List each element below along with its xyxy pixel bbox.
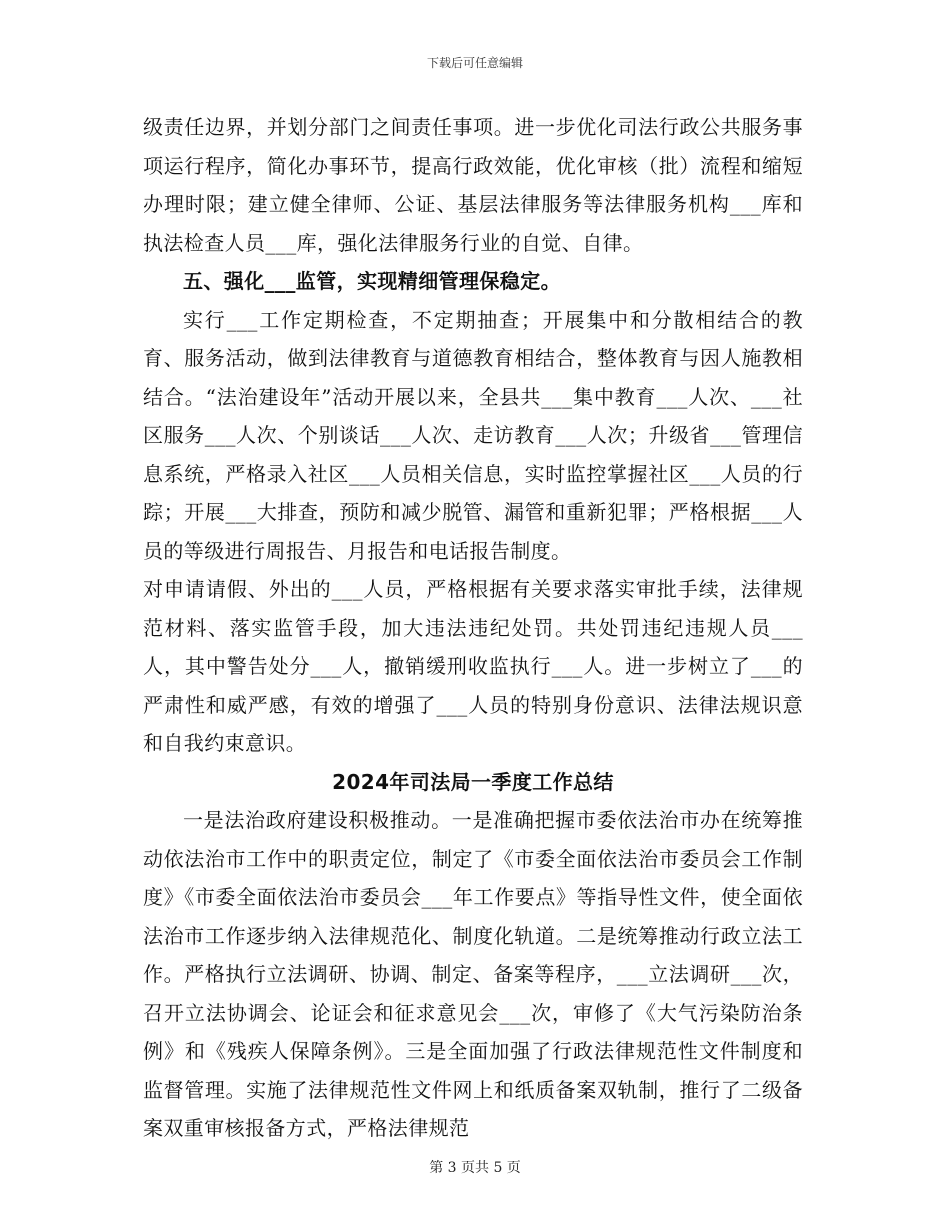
- document-body: [143, 108, 803, 1148]
- section-title: 2024年司法局一季度工作总结: [332, 769, 614, 794]
- paragraph-continuation: 级责任边界，并划分部门之间责任事项。进一步优化司法行政公共服务事项运行程序，简化办事环节，提高行政效能，优化审核（批）流程和缩短办理时限；建立健全律师、公证、基层法律服务等法律服务机构___库和执法检查人员___库，强化法律服务行业的自觉、自律。: [143, 115, 803, 255]
- heading-section-five: 五、强化___监管，实现精细管理保稳定。: [183, 269, 561, 293]
- paragraph-section-five: 实行___工作定期检查，不定期抽查；开展集中和分散相结合的教育、服务活动，做到法律教育与道德教育相结合，整体教育与因人施教相结合。“法治建设年”活动开展以来，全县共___集中教育___人次、___社区服务___人次、个别谈话___人次、走访教育___人次；升级省___管理信息系统，严格录入社区___人员相关信息，实时监控掌握社区___人员的行踪；开展___大排查，预防和减少脱管、漏管和重新犯罪；严格根据___人员的等级进行周报告、月报告和电话报告制度。: [143, 307, 803, 563]
- page-header-note: 下载后可任意编辑: [426, 56, 523, 70]
- page-footer-number: 第 3 页共 5 页: [429, 1160, 521, 1176]
- paragraph-rule-of-law: 一是法治政府建设积极推动。一是准确把握市委依法治市办在统筹推动依法治市工作中的职责定位，制定了《市委全面依法治市委员会工作制度》《市委全面依法治市委员会___年工作要点》等指导性文件，使全面依法治市工作逐步纳入法律规范化、制度化轨道。二是统筹推动行政立法工作。严格执行立法调研、协调、制定、备案等程序，___立法调研___次，召开立法协调会、论证会和征求意见会___次，审修了《大气污染防治条例》和《残疾人保障条例》。三是全面加强了行政法律规范性文件制度和监督管理。实施了法律规范性文件网上和纸质备案双轨制，推行了二级备案双重审核报备方式，严格法律规范: [143, 808, 803, 1140]
- paragraph-section-five-continued: 对申请请假、外出的___人员，严格根据有关要求落实审批手续，法律规范材料、落实监管手段，加大违法违纪处罚。共处罚违纪违规人员___人，其中警告处分___人，撤销缓刑收监执行___人。进一步树立了___的严肃性和威严感，有效的增强了___人员的特别身份意识、法律法规识意和自我约束意识。: [143, 577, 803, 755]
